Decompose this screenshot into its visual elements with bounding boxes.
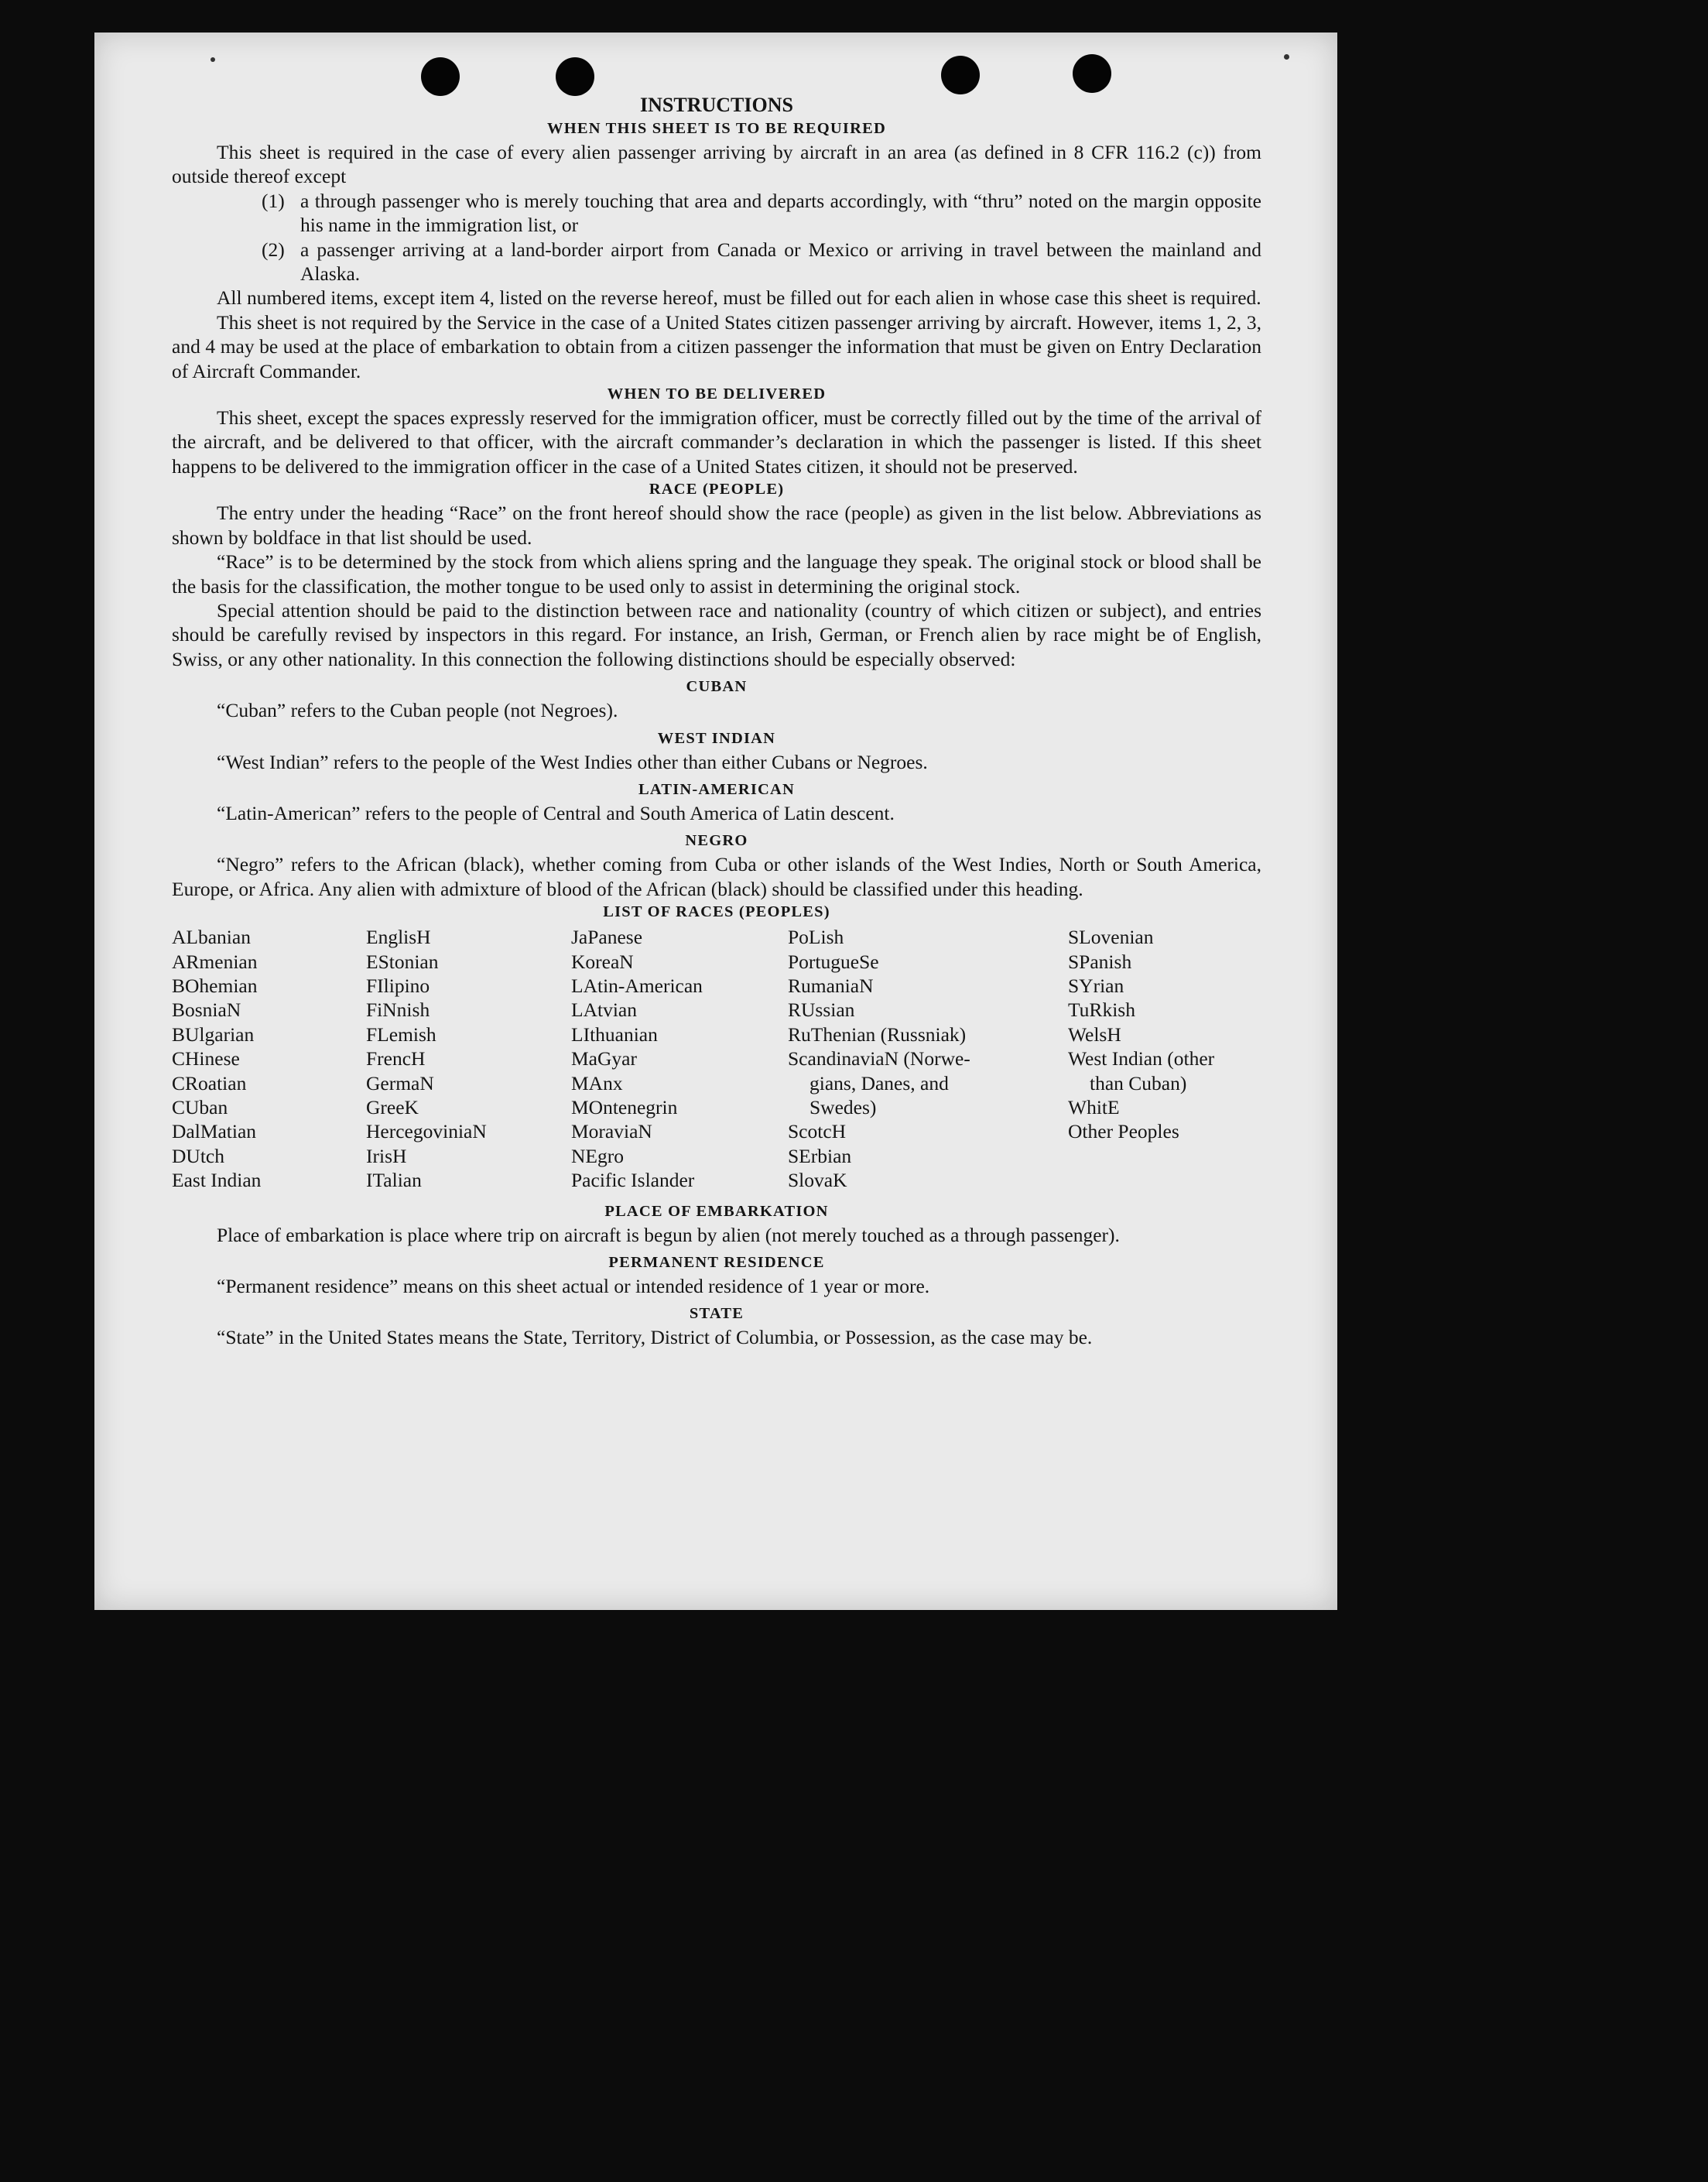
paragraph: This sheet is required in the case of every alien passenger arriving by aircraft in an area (as defined in 8 CFR 116.2 (c)) from outside thereof except (172, 141, 1261, 188)
paragraph: “State” in the United States means the State, Territory, District of Columbia, or Possession, as the case may be. (217, 1326, 1093, 1349)
race-entry: PoLish (788, 926, 844, 949)
race-entry: Pacific Islander (571, 1169, 695, 1192)
paragraph: “Race” is to be determined by the stock from which aliens spring and the language they speak. The original stock or blood shall be the basis for the classification, the mother tongue to be used only to assist in determining the original stock. (172, 550, 1261, 598)
race-entry: MAnx (571, 1071, 623, 1094)
race-entry: MoraviaN (571, 1120, 652, 1143)
race-entry: HercegoviniaN (366, 1120, 487, 1143)
section-heading: LIST OF RACES (PEOPLES) (603, 903, 830, 921)
race-entry: PortugueSe (788, 950, 879, 973)
section-heading: RACE (PEOPLE) (649, 481, 785, 498)
race-entry: GermaN (366, 1071, 434, 1094)
race-entry: Other Peoples (1068, 1120, 1179, 1143)
paragraph: “Permanent residence” means on this sheet actual or intended residence of 1 year or more. (217, 1275, 930, 1298)
race-entry: LAtin-American (571, 974, 703, 997)
race-entry: Swedes) (810, 1096, 877, 1118)
race-entry: than Cuban) (1090, 1071, 1187, 1094)
race-entry: BOhemian (172, 974, 258, 997)
speck (211, 57, 215, 62)
race-entry: EStonian (366, 950, 439, 973)
race-entry: FIlipino (366, 974, 430, 997)
punch-hole (556, 57, 594, 96)
paragraph: This sheet, except the spaces expressly reserved for the immigration officer, must be correctly filled out by the time of the arrival of the aircraft, and be delivered to that officer, with the aircraft commander’s declaration in which the passenger is listed. If this sheet happens to be delivered to the immigration officer in the case of a United States citizen, it should not be preserved. (172, 406, 1261, 478)
section-heading: WEST INDIAN (657, 729, 776, 747)
paragraph: The entry under the heading “Race” on the front hereof should show the race (people) as given in the list below. Abbreviations as shown by boldface in that list should be used. (172, 502, 1261, 549)
race-column (571, 925, 788, 1192)
race-entry: WhitE (1068, 1096, 1120, 1118)
race-entry: WelsH (1068, 1022, 1121, 1046)
race-entry: ALbanian (172, 926, 251, 949)
race-list (172, 925, 1261, 1192)
paragraph: Place of embarkation is place where trip on aircraft is begun by alien (not merely touched as a through passenger). (217, 1223, 1120, 1246)
item-number: (1) (262, 189, 285, 212)
race-entry: DUtch (172, 1144, 224, 1167)
paragraph: “Cuban” refers to the Cuban people (not Negroes). (217, 699, 618, 722)
race-entry: CHinese (172, 1047, 240, 1070)
punch-hole (1073, 54, 1111, 93)
paragraph: This sheet is not required by the Service in the case of a United States citizen passenger arriving by aircraft. However, items 1, 2, 3, and 4 may be used at the place of embarkation to obtain from a citizen passenger the information that must be given on Entry Declaration of Aircraft Commander. (172, 310, 1261, 382)
paragraph: “West Indian” refers to the people of the West Indies other than either Cubans or Negroes. (217, 750, 928, 773)
race-entry: West Indian (other (1068, 1047, 1215, 1070)
section-heading: CUBAN (686, 678, 748, 696)
race-entry: SLovenian (1068, 926, 1154, 949)
race-entry: CRoatian (172, 1071, 247, 1094)
speck (1284, 54, 1289, 60)
race-entry: BUlgarian (172, 1022, 255, 1046)
numbered-item (172, 238, 1261, 286)
race-entry: RUssian (788, 999, 855, 1022)
race-entry: ScandinaviaN (Norwe- (788, 1047, 970, 1070)
race-entry: GreeK (366, 1096, 419, 1118)
item-text: a through passenger who is merely touching that area and departs accordingly, with “thru” noted on the margin opposite his name in the immigration list, or (300, 189, 1261, 237)
race-column (1068, 925, 1261, 1192)
race-entry: FiNnish (366, 999, 430, 1022)
race-entry: MOntenegrin (571, 1096, 678, 1118)
page-title: INSTRUCTIONS (640, 94, 793, 116)
race-entry: RumaniaN (788, 974, 874, 997)
paragraph: All numbered items, except item 4, listed on the reverse hereof, must be filled out for each alien in whose case this sheet is required. (217, 286, 1261, 310)
section-heading: WHEN THIS SHEET IS TO BE REQUIRED (547, 120, 886, 137)
race-entry: SlovaK (788, 1169, 847, 1192)
race-column (172, 925, 366, 1192)
race-entry: CUban (172, 1096, 228, 1118)
race-entry: East Indian (172, 1169, 262, 1192)
race-entry: BosniaN (172, 999, 241, 1022)
race-entry: JaPanese (571, 926, 643, 949)
race-entry: LAtvian (571, 999, 637, 1022)
race-entry: gians, Danes, and (810, 1071, 949, 1094)
item-text: a passenger arriving at a land-border airport from Canada or Mexico or arriving in travel between the mainland and Alaska. (300, 238, 1261, 286)
numbered-item (172, 189, 1261, 238)
race-entry: FLemish (366, 1022, 436, 1046)
race-entry: ITalian (366, 1169, 422, 1192)
race-entry: ARmenian (172, 950, 258, 973)
section-heading: LATIN-AMERICAN (638, 780, 796, 798)
race-entry: KoreaN (571, 950, 634, 973)
race-entry: TuRkish (1068, 999, 1135, 1022)
race-entry: ScotcH (788, 1120, 847, 1143)
race-entry: NEgro (571, 1144, 624, 1167)
punch-hole (941, 56, 980, 94)
race-entry: EnglisH (366, 926, 431, 949)
paragraph: Special attention should be paid to the distinction between race and nationality (country of which citizen or subject), and entries should be carefully revised by inspectors in this regard. For instance, an Irish, German, or French alien by race might be of English, Swiss, or any other nationality. In this connection the following distinctions should be especially observed: (172, 598, 1261, 670)
section-heading: NEGRO (685, 832, 748, 850)
section-heading: PLACE OF EMBARKATION (604, 1202, 829, 1220)
race-entry: DalMatian (172, 1120, 257, 1143)
paragraph: “Latin-American” refers to the people of Central and South America of Latin descent. (217, 801, 895, 824)
race-entry: SErbian (788, 1144, 852, 1167)
section-heading: PERMANENT RESIDENCE (608, 1254, 825, 1272)
document-page (94, 33, 1337, 1610)
race-entry: FrencH (366, 1047, 426, 1070)
race-column (788, 925, 1068, 1192)
race-entry: LIthuanian (571, 1022, 658, 1046)
race-entry: SYrian (1068, 974, 1124, 997)
race-entry: RuThenian (Russniak) (788, 1022, 967, 1046)
item-number: (2) (262, 238, 285, 261)
race-entry: MaGyar (571, 1047, 637, 1070)
race-entry: SPanish (1068, 950, 1132, 973)
instructions-body (172, 93, 1261, 1350)
section-heading: STATE (689, 1305, 744, 1323)
race-entry: IrisH (366, 1144, 407, 1167)
punch-hole (421, 57, 460, 96)
paragraph: “Negro” refers to the African (black), whether coming from Cuba or other islands of the West Indies, North or South America, Europe, or Africa. Any alien with admixture of blood of the African (black) should be classified under this heading. (172, 853, 1261, 900)
section-heading: WHEN TO BE DELIVERED (607, 385, 827, 403)
race-column (366, 925, 571, 1192)
